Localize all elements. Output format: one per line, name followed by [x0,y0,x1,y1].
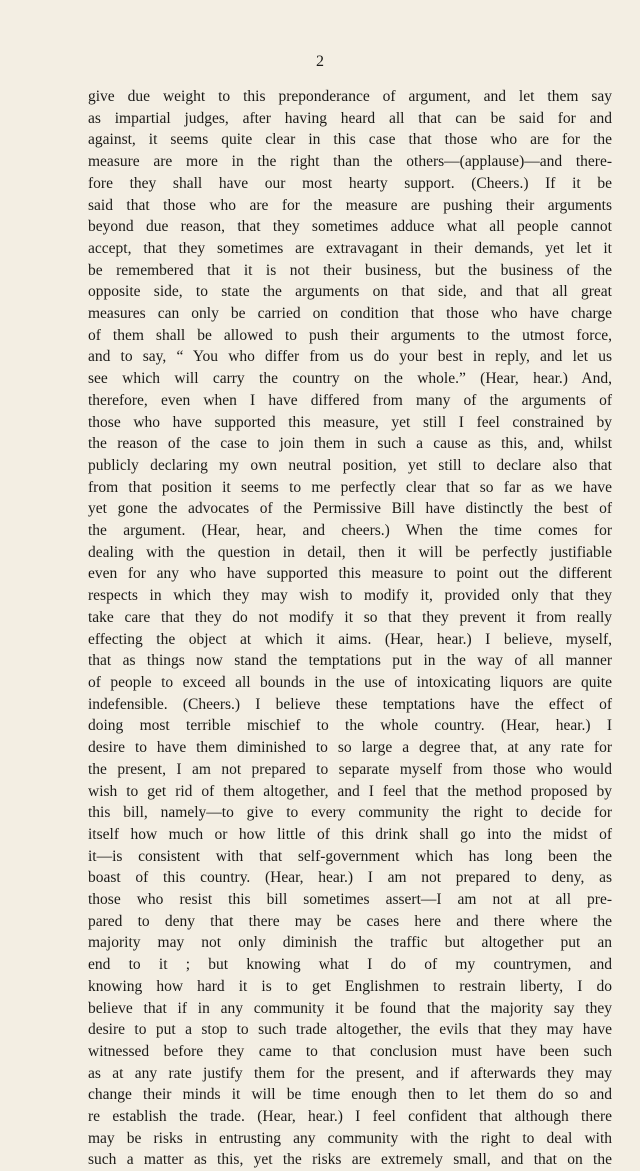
text-line: be remembered that it is not their business, but the business of the [88,261,612,279]
text-line: even for any who have supported this measure to point out the different [88,565,612,583]
text-line: such a matter as this, yet the risks are extremely small, and that on the [88,1151,612,1169]
text-line: boast of this country. (Hear, hear.) I am not prepared to deny, as [88,869,612,887]
body-text [88,86,612,1171]
text-line: that as things now stand the temptations put in the way of all manner [88,652,612,670]
text-line: measure are more in the right than the others—(applause)—and there- [88,153,612,171]
text-line: of them shall be allowed to push their arguments to the utmost force, [88,326,612,344]
text-line: from that position it seems to me perfectly clear that so far as we have [88,478,612,496]
text-line: change their minds it will be time enough then to let them do so and [88,1086,612,1104]
text-line: the argument. (Hear, hear, and cheers.) When the time comes for [88,522,612,540]
text-line: as impartial judges, after having heard all that can be said for and [88,109,612,127]
text-line: give due weight to this preponderance of argument, and let them say [88,88,612,105]
text-line: doing most terrible mischief to the whole country. (Hear, hear.) I [88,717,612,735]
text-line: it—is consistent with that self-government which has long been the [88,847,612,865]
page-number: 2 [316,53,324,70]
text-line: beyond due reason, that they sometimes adduce what all people cannot [88,218,612,236]
text-line: believe that if in any community it be found that the majority say they [88,999,612,1017]
text-line: see which will carry the country on the whole.” (Hear, hear.) And, [88,370,612,388]
text-line: measures can only be carried on condition that those who have charge [88,305,612,323]
text-line: the present, I am not prepared to separate myself from those who would [88,760,612,778]
text-line: dealing with the question in detail, then it will be perfectly justifiable [88,543,612,561]
text-line: the reason of the case to join them in such a cause as this, and, whilst [88,435,612,453]
text-line: itself how much or how little of this drink shall go into the midst of [88,825,612,843]
text-line: indefensible. (Cheers.) I believe these temptations have the effect of [88,695,612,713]
text-line: as at any rate justify them for the present, and if afterwards they may [88,1064,612,1082]
text-line: publicly declaring my own neutral position, yet still to declare also that [88,456,612,474]
text-line: and to say, “ You who differ from us do your best in reply, and let us [88,348,612,366]
text-line: effecting the object at which it aims. (Hear, hear.) I believe, myself, [88,630,612,648]
text-line: may be risks in entrusting any community with the right to deal with [88,1129,612,1147]
text-line: of people to exceed all bounds in the use of intoxicating liquors are quite [88,673,612,691]
text-line: opposite side, to state the arguments on that side, and that all great [88,283,612,301]
text-line: majority may not only diminish the traffic but altogether put an [88,934,612,952]
text-line: take care that they do not modify it so that they prevent it from really [88,608,612,626]
text-line: against, it seems quite clear in this case that those who are for the [88,131,612,149]
text-line: desire to put a stop to such trade altogether, the evils that they may have [88,1021,612,1039]
text-line: witnessed before they came to that conclusion must have been such [88,1042,612,1060]
text-line: this bill, namely—to give to every community the right to decide for [88,804,612,822]
text-line: accept, that they sometimes are extravagant in their demands, yet let it [88,239,612,257]
text-line: desire to have them diminished to so large a degree that, at any rate for [88,739,612,757]
text-line: respects in which they may wish to modify it, provided only that they [88,587,612,605]
text-line: knowing how hard it is to get Englishmen to restrain liberty, I do [88,977,612,995]
text-line: end to it ; but knowing what I do of my countrymen, and [88,956,612,974]
text-line: said that those who are for the measure are pushing their arguments [88,196,612,214]
text-line: therefore, even when I have differed from many of the arguments of [88,391,612,409]
text-line: fore they shall have our most hearty support. (Cheers.) If it be [88,174,612,192]
text-line: those who resist this bill sometimes assert—I am not at all pre- [88,891,612,909]
text-line: pared to deny that there may be cases here and there where the [88,912,612,930]
text-line: wish to get rid of them altogether, and I feel that the method proposed by [88,782,612,800]
text-line: those who have supported this measure, yet still I feel constrained by [88,413,612,431]
text-line: re establish the trade. (Hear, hear.) I feel confident that although there [88,1108,612,1126]
text-line: yet gone the advocates of the Permissive Bill have distinctly the best of [88,500,612,518]
